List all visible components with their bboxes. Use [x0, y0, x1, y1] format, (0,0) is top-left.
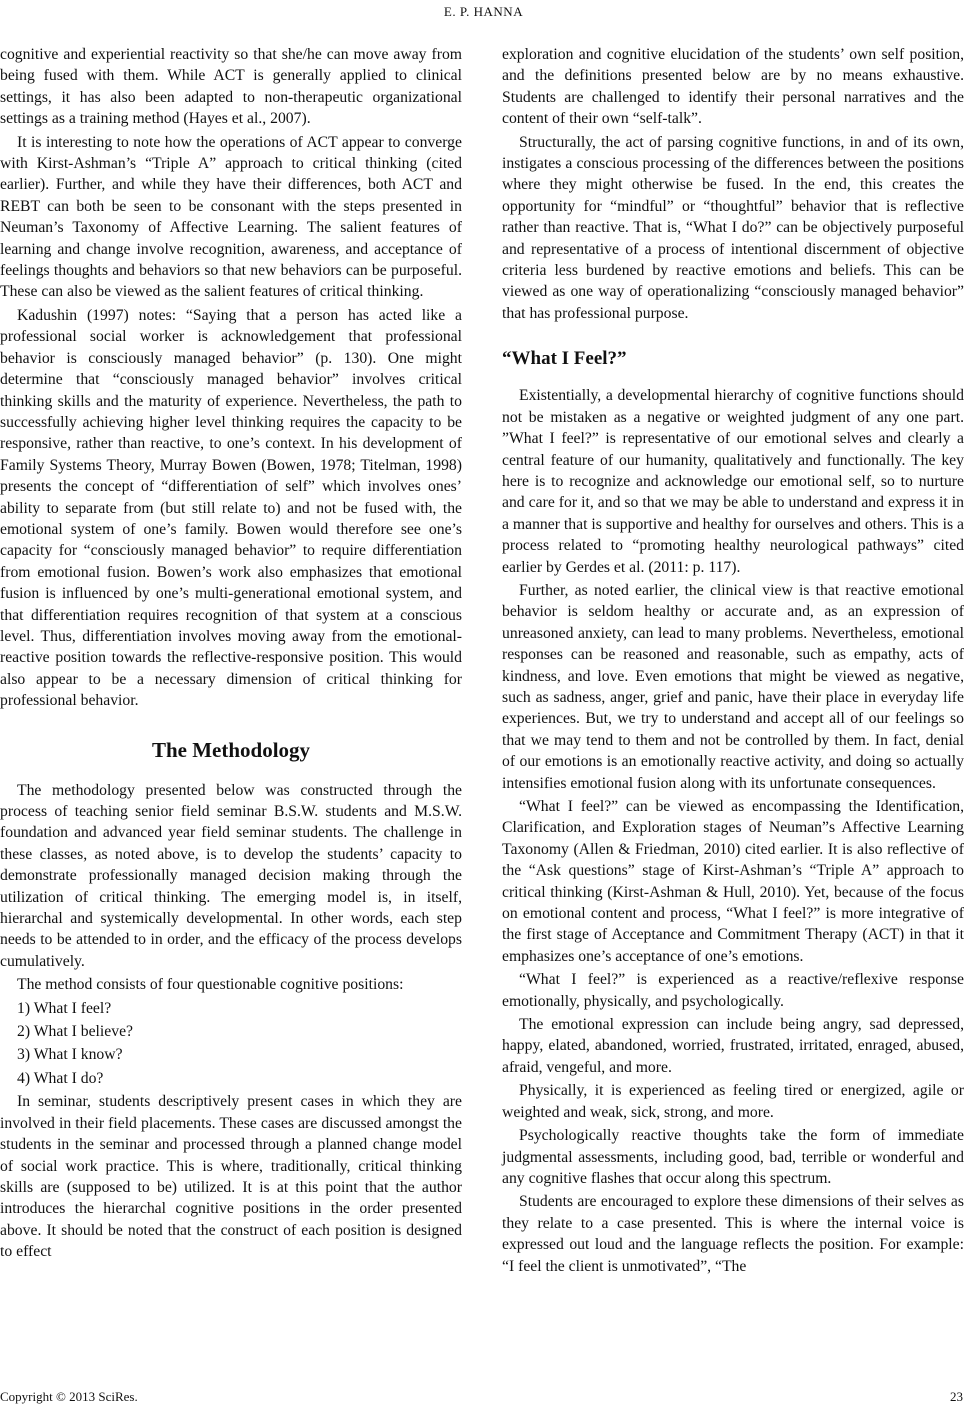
paragraph: Kadushin (1997) notes: “Saying that a person has acted like a professional social worker is acknowledgement that professional behavior is consciously managed behavior” (p. 130). One might determine that “consciously managed behavior” involves critical thinking skills and the maturity of experience. Nevertheless, the path to successfully achieving higher level thinking requires the capacity to be responsive, rather than reactive, to one’s context. In his development of Family Systems Theory, Murray Bowen (Bowen, 1978; Titelman, 1998) presents the concept of “differentiation of self” which involves ones’ ability to separate from (but still relate to) and not be fused with, the emotional system of one’s family. Bowen would therefore see one’s capacity for “consciously managed behavior” to require differentiation from emotional fusion. Bowen’s work also emphasizes that emotional fusion is influenced by one’s multi-generational emotional system, and that differentiation requires recognition of that system at a conscious level. Thus, differentiation involves moving away from the emotional-reactive position towards the reflective-responsive position. This would also appear to be a necessary dimension of critical thinking for professional behavior. — [0, 306, 462, 710]
paragraph: “What I feel?” is experienced as a reactive/reflexive response emotionally, physically, and psychologically. — [502, 971, 964, 1010]
list-item: 1) What I feel? — [17, 999, 112, 1017]
paragraph: Psychologically reactive thoughts take the form of immediate judgmental assessments, including good, bad, terrible or wonderful and any cognitive flashes that occur along this spectrum. — [502, 1127, 964, 1187]
copyright-notice: Copyright © 2013 SciRes. — [0, 1389, 138, 1404]
running-head: E. P. HANNA — [443, 4, 524, 19]
right-column — [502, 44, 964, 1279]
section-heading: The Methodology — [151, 737, 311, 762]
list-item: 4) What I do? — [17, 1069, 104, 1087]
paragraph: The method consists of four questionable cognitive positions: — [17, 976, 404, 994]
list-item: 2) What I believe? — [17, 1023, 134, 1041]
left-column — [0, 44, 462, 1265]
paragraph: Further, as noted earlier, the clinical view is that reactive emotional behavior is seldom healthy or accurate and, as an expression of unreasoned anxiety, can lead to many problems. Nevertheless, emotional responses can be reasoned and reasonable, such as empathy, acts of kindness, and love. Even emotions that might be viewed as negative, such as sadness, anger, grief and panic, have their place in everyday life experiences. But, we try to understand and accept all of our feelings so that we may tend to them and not be controlled by them. In fact, denial of our emotions is an emotionally reactive activity, and doing so actually intensifies emotional fusion along with its unfortunate consequences. — [502, 581, 964, 792]
paragraph: Existentially, a developmental hierarchy of cognitive functions should not be mistaken as a negative or weighted judgment of any one part. ”What I feel?” is representative of our emotional selves and clearly a central feature of our humanity, qualitatively and functionally. The key here is to recognize and acknowledge our emotional self, so to nurture and care for it, and so that we may be able to understand and express it in a manner that is supportive and healthy for ourselves and others. This is a process related to “promoting healthy neurological pathways” cited earlier by Gerdes et al. (2011: p. 117). — [502, 387, 964, 576]
paragraph: The emotional expression can include being angry, sad depressed, happy, elated, abandoned, worried, frustrated, irritated, enraged, abused, afraid, vengeful, and more. — [502, 1016, 964, 1076]
paragraph: exploration and cognitive elucidation of the students’ own self position, and the definitions presented below are by no means exhaustive. Students are challenged to identify their personal narratives and the content of their own “self-talk”. — [502, 46, 964, 128]
paragraph: Students are encouraged to explore these dimensions of their selves as they relate to a case presented. This is where the internal voice is expressed out loud and the language reflects the position. For example: “I feel the client is unmotivated”, “The — [502, 1193, 964, 1275]
paragraph: In seminar, students descriptively present cases in which they are involved in their field placements. These cases are discussed amongst the students in the seminar and processed through a planned change model of social work practice. This is where, traditionally, critical thinking skills are (supposed to be) utilized. It is at this point that the author introduces the hierarchal cognitive positions in the order presented above. It should be noted that the construct of each position is designed to effect — [0, 1093, 462, 1261]
paragraph: cognitive and experiential reactivity so that she/he can move away from being fused with them. While ACT is generally applied to clinical settings, it has also been adapted to non-therapeutic organizational settings as a training method (Hayes et al., 2007). — [0, 46, 462, 128]
paragraph: Structurally, the act of parsing cognitive functions, in and of its own, instigates a conscious processing of the differences between the positions where they might otherwise be fused. In the end, this creates the opportunity for “mindful” or “thoughtful” behavior that is reflective rather than reactive. That is, “What I do?” can be objectively purposeful and representative of a process of intentional discernment of objective criteria less burdened by reactive emotions and beliefs. This can be viewed as one way of operationalizing “consciously managed behavior” that has professional purpose. — [502, 133, 964, 322]
subsection-heading: “What I Feel?” — [502, 348, 627, 370]
list-item: 3) What I know? — [17, 1046, 123, 1064]
paragraph: “What I feel?” can be viewed as encompassing the Identification, Clarification, and Exploration stages of Neuman”s Affective Learning Taxonomy (Allen & Friedman, 2010) cited earlier. It is also reflective of the “Ask questions” stage of Kirst-Ashman’s “Triple A” approach to critical thinking (Kirst-Ashman & Hull, 2010). Yet, because of the focus on emotional content and process, “What I feel?” is more integrative of the first stage of Acceptance and Commitment Therapy (ACT) in that it emphasizes one’s acceptance of one’s emotions. — [502, 798, 964, 965]
paragraph: It is interesting to note how the operations of ACT appear to converge with Kirst-Ashman’s “Triple A” approach to critical thinking (cited earlier). Further, and while they have their differences, both ACT and REBT can both be seen to be consonant with the steps presented in Neuman’s Taxonomy of Affective Learning. The salient features of learning and change involve recognition, awareness, and acceptance of feelings thoughts and behaviors so that new behaviors can be purposeful. These can also be viewed as the salient features of critical thinking. — [0, 133, 462, 301]
paragraph: Physically, it is experienced as feeling tired or energized, agile or weighted and weak, sick, strong, and more. — [502, 1082, 964, 1121]
paragraph: The methodology presented below was constructed through the process of teaching senior field seminar B.S.W. students and M.S.W. foundation and advanced year field seminar students. The challenge in these classes, as noted above, is to develop the students’ capacity to demonstrate professionally managed decision making through the utilization of critical thinking. The emerging model is, in itself, hierarchal and systemically developmental. In other words, each step needs to be attended to in order, and the efficacy of the process develops cumulatively. — [0, 781, 462, 970]
page-number: 23 — [950, 1389, 963, 1404]
